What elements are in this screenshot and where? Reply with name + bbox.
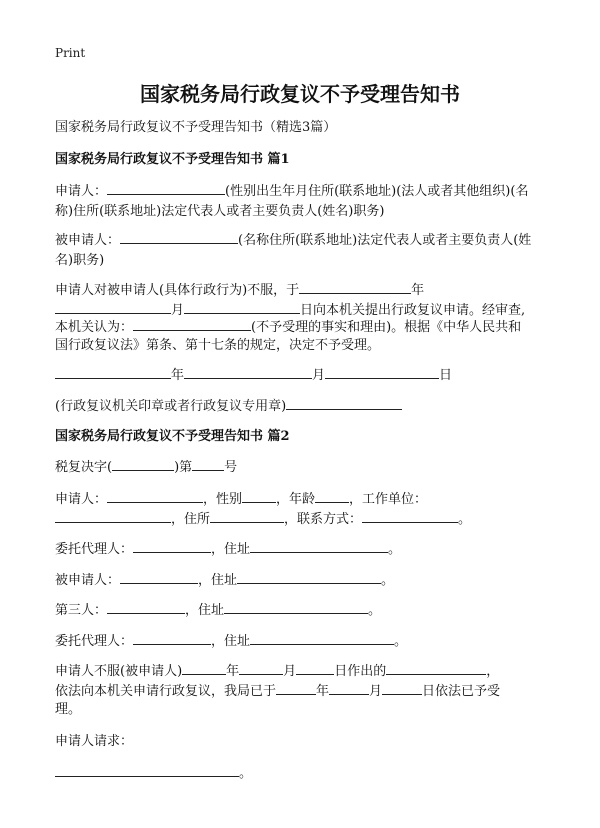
- blank-field: [296, 662, 334, 675]
- blank-field: [299, 281, 411, 294]
- document-title: 国家税务局行政复议不予受理告知书: [140, 82, 460, 106]
- ref-label: 税复决字(: [55, 460, 113, 475]
- punctuation: 。: [394, 634, 408, 649]
- applicant-label: 申请人：: [55, 492, 108, 507]
- address-label: ，住址: [198, 573, 238, 588]
- blank-field: [239, 662, 283, 675]
- address-label: ，住址: [185, 603, 225, 618]
- blank-field: [55, 366, 171, 379]
- contact-label: ，联系方式：: [284, 512, 363, 527]
- s2-applicant-line-2: [55, 510, 550, 530]
- month-label: 月: [171, 303, 185, 318]
- s1-body-text: 申请人对被申请人(具体行政行为)不服，于: [55, 283, 300, 298]
- punctuation: ，: [486, 664, 500, 679]
- year-label: 年: [316, 684, 330, 699]
- s2-request-label: 申请人请求：: [55, 734, 134, 749]
- blank-field: [250, 540, 388, 553]
- punctuation: 。: [381, 573, 395, 588]
- blank-field: [184, 301, 300, 314]
- blank-field: [120, 231, 238, 244]
- blank-field: [386, 662, 486, 675]
- s1-applicant-line-1: [55, 182, 550, 202]
- year-label: 年: [226, 664, 240, 679]
- s2-agent-2-line: [55, 632, 550, 652]
- work-label: ，工作单位：: [349, 492, 428, 507]
- month-label: 月: [283, 664, 297, 679]
- third-party-label: 第三人：: [55, 603, 108, 618]
- blank-field: [276, 682, 316, 695]
- year-label: 年: [171, 368, 185, 383]
- blank-field: [107, 490, 203, 503]
- s2-refuse-line-2: [55, 682, 550, 702]
- s1-body-line-1: [55, 281, 550, 301]
- respondent-label: 被申请人：: [55, 573, 121, 588]
- s2-third-party-line: [55, 601, 550, 621]
- s2-refuse-line-3: 理。: [55, 702, 82, 717]
- s1-body-text: 日向本机关提出行政复议申请。经审查,: [300, 303, 526, 318]
- s1-respondent-line-2: 名)职务): [55, 253, 105, 268]
- s1-body-text: 本机关认为：: [55, 320, 134, 335]
- blank-field: [112, 458, 174, 471]
- blank-field: [329, 682, 369, 695]
- blank-field: [242, 490, 276, 503]
- blank-field: [55, 510, 171, 523]
- s1-body-line-4: 国行政复议法》第条、第十七条的规定，决定不予受理。: [55, 338, 381, 353]
- s2-body-text: 依法向本机关申请行政复议，我局已于: [55, 684, 277, 699]
- s1-body-text: (不予受理的事实和理由)。根据《中华人民共和: [251, 320, 522, 335]
- month-label: 月: [312, 368, 326, 383]
- blank-field: [55, 301, 171, 314]
- blank-field: [133, 318, 251, 331]
- blank-field: [224, 601, 368, 614]
- s1-applicant-note: (性别出生年月住所(联系地址)(法人或者其他组织)(名: [225, 184, 529, 199]
- s2-respondent-line: [55, 571, 550, 591]
- blank-field: [315, 490, 349, 503]
- age-label: ，年龄: [276, 492, 316, 507]
- blank-field: [362, 510, 458, 523]
- year-label: 年: [411, 283, 425, 298]
- blank-field: [107, 182, 225, 195]
- blank-field: [286, 397, 402, 410]
- blank-field: [250, 632, 394, 645]
- blank-field: [237, 571, 381, 584]
- punctuation: 。: [239, 766, 253, 781]
- ref-label: )第: [174, 460, 193, 475]
- section-1-heading: 国家税务局行政复议不予受理告知书 篇1: [55, 152, 290, 167]
- s2-body-text: 日作出的: [334, 664, 387, 679]
- s2-body-text: 日依法已予受: [422, 684, 501, 699]
- blank-field: [192, 458, 224, 471]
- s1-respondent-note: (名称住所(联系地址)法定代表人或者主要负责人(姓: [238, 233, 532, 248]
- s1-respondent-line-1: [55, 231, 550, 251]
- punctuation: 。: [458, 512, 472, 527]
- blank-field: [133, 540, 211, 553]
- month-label: 月: [369, 684, 383, 699]
- blank-field: [133, 632, 211, 645]
- s2-agent-line: [55, 540, 550, 560]
- s1-applicant-line-2: 称)住所(联系地址)法定代表人或者主要负责人(姓名)职务): [55, 204, 385, 219]
- print-link[interactable]: Print: [55, 46, 86, 60]
- address-label: ，住址: [211, 634, 251, 649]
- intro-text: 国家税务局行政复议不予受理告知书（精选3篇）: [55, 120, 337, 135]
- s2-refuse-line-1: [55, 662, 550, 682]
- blank-field: [184, 366, 312, 379]
- s1-respondent-label: 被申请人：: [55, 233, 121, 248]
- agent-label: 委托代理人：: [55, 542, 134, 557]
- address-label: ，住址: [211, 542, 251, 557]
- blank-field: [182, 662, 226, 675]
- s2-applicant-line-1: [55, 490, 550, 510]
- s1-date-line: [55, 366, 550, 386]
- s2-ref-line: [55, 458, 550, 478]
- s2-body-text: 申请人不服(被申请人): [55, 664, 183, 679]
- s1-seal-line: [55, 397, 550, 417]
- section-2-heading: 国家税务局行政复议不予受理告知书 篇2: [55, 429, 290, 444]
- day-label: 日: [439, 368, 453, 383]
- gender-label: ，性别: [203, 492, 243, 507]
- seal-text: (行政复议机关印章或者行政复议专用章): [55, 399, 287, 414]
- blank-field: [382, 682, 422, 695]
- s1-body-line-3: [55, 318, 550, 338]
- s1-applicant-label: 申请人：: [55, 184, 108, 199]
- blank-field: [107, 601, 185, 614]
- blank-field: [210, 510, 284, 523]
- agent-label: 委托代理人：: [55, 634, 134, 649]
- address-label: ，住所: [171, 512, 211, 527]
- punctuation: 。: [388, 542, 402, 557]
- punctuation: 。: [368, 603, 382, 618]
- blank-field: [325, 366, 439, 379]
- ref-label: 号: [224, 460, 238, 475]
- s2-request-line: [55, 764, 550, 784]
- blank-field: [120, 571, 198, 584]
- blank-field: [55, 764, 239, 777]
